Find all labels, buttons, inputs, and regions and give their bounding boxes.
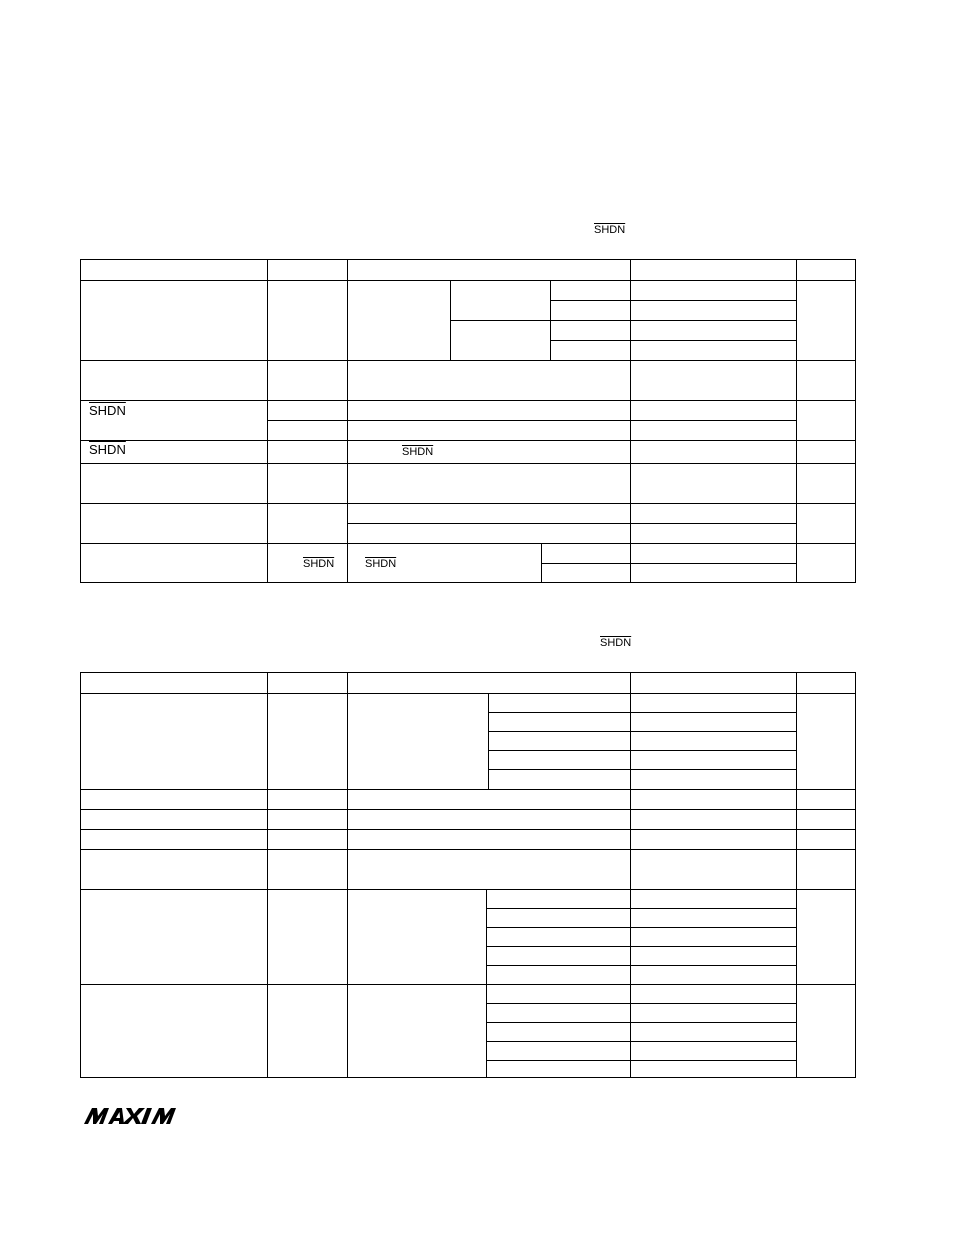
table-1-header-note: SHDN — [594, 224, 626, 236]
table-1-last-row-condition: SHDN — [365, 558, 397, 570]
maxim-logo — [84, 1106, 192, 1131]
table-2-header-note: SHDN — [600, 637, 632, 649]
table-1-last-row-symbol: SHDN — [303, 558, 335, 570]
table-1-shdn-label-b: SHDN — [89, 442, 126, 457]
maxim-logo-mark — [84, 1106, 192, 1126]
table-1-shdn-label-a: SHDN — [89, 403, 126, 418]
table-1-shdn-condition-b: SHDN — [402, 446, 434, 458]
